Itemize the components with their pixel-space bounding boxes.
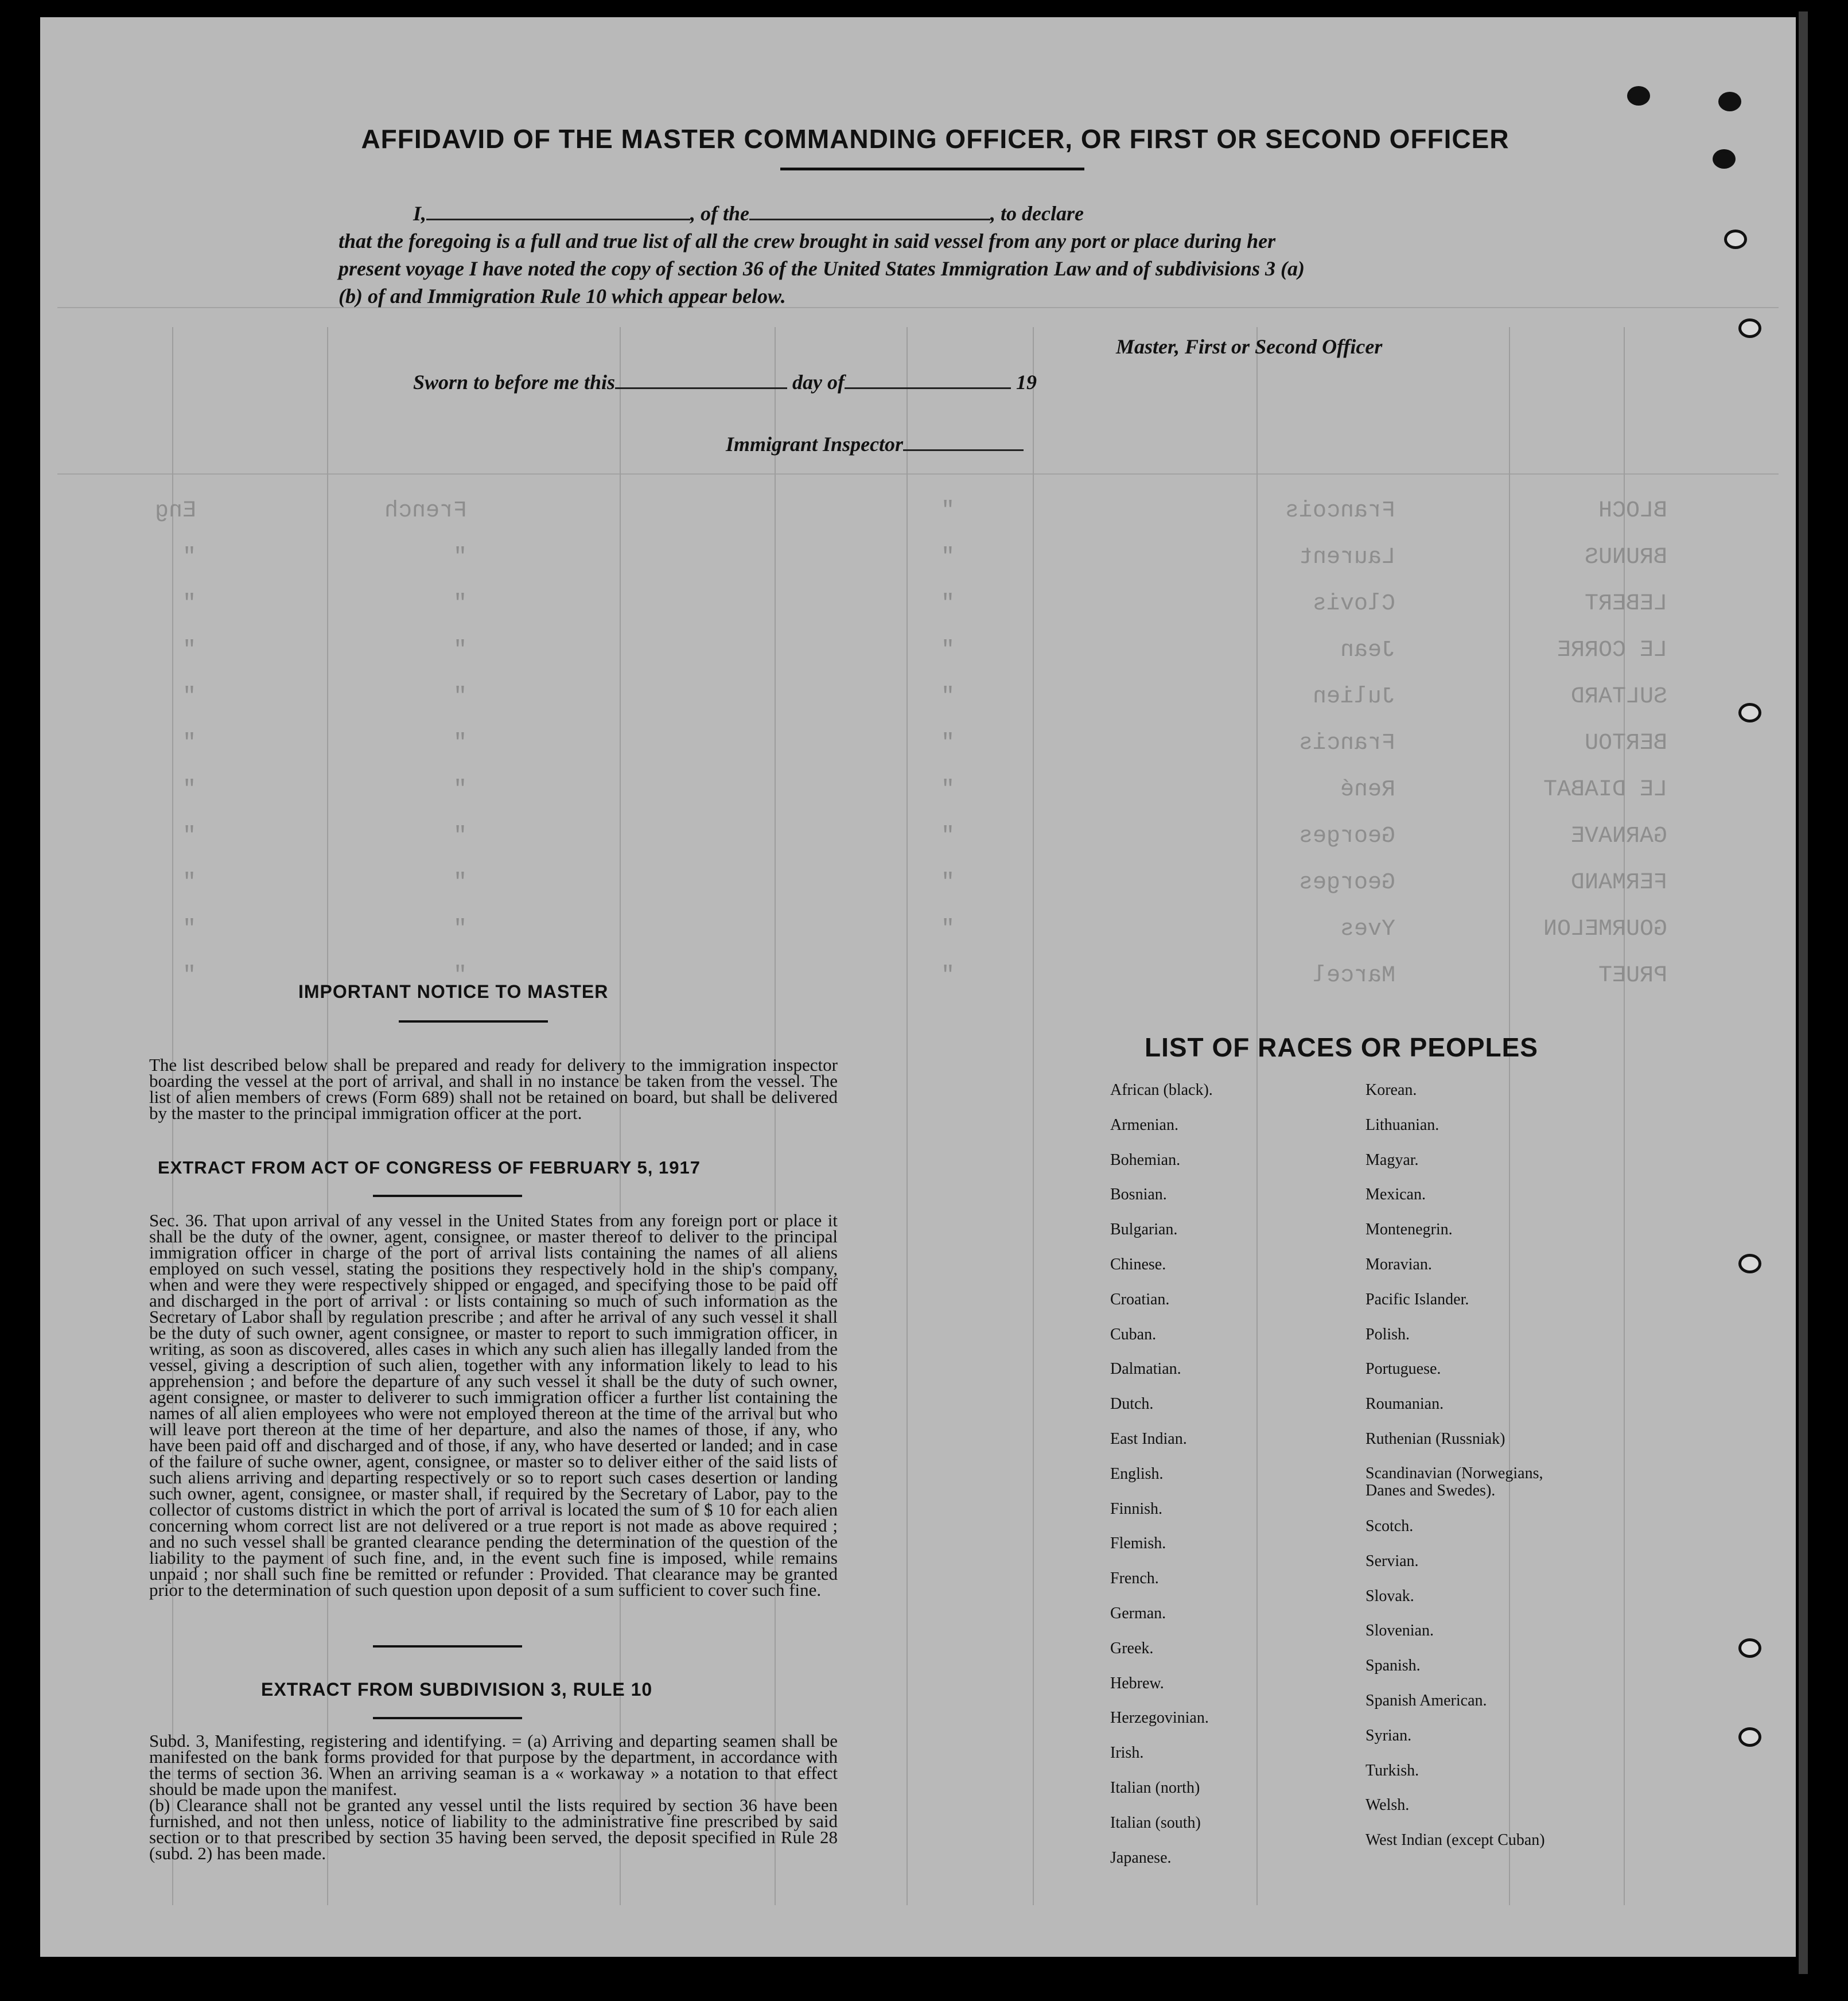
bleed-column: Francois Laurent Clovis Jean Julien Francis René Georges Georges Yves Marcel bbox=[1285, 498, 1396, 989]
notice-heading: IMPORTANT NOTICE TO MASTER bbox=[298, 981, 609, 1002]
punch-hole bbox=[1738, 1638, 1761, 1658]
race-item: Welsh. bbox=[1365, 1796, 1410, 1815]
punch-hole bbox=[1718, 92, 1741, 111]
rule-heading: EXTRACT FROM SUBDIVISION 3, RULE 10 bbox=[261, 1679, 653, 1700]
race-item: Flemish. bbox=[1110, 1534, 1166, 1553]
race-item: Irish. bbox=[1110, 1744, 1144, 1762]
sworn-line bbox=[413, 368, 1037, 396]
act-end-rule bbox=[373, 1645, 522, 1648]
race-item: Bosnian. bbox=[1110, 1186, 1167, 1204]
punch-hole bbox=[1738, 703, 1761, 722]
race-item: East Indian. bbox=[1110, 1430, 1187, 1448]
notice-underline bbox=[399, 1020, 548, 1023]
document-page bbox=[40, 17, 1796, 1957]
act-underline bbox=[373, 1195, 522, 1197]
race-item: Polish. bbox=[1365, 1325, 1410, 1343]
race-item: Herzegovinian. bbox=[1110, 1709, 1209, 1727]
punch-hole bbox=[1724, 230, 1747, 249]
race-item: Hebrew. bbox=[1110, 1674, 1164, 1692]
race-item: Slovak. bbox=[1365, 1587, 1414, 1605]
punch-hole bbox=[1738, 1727, 1761, 1747]
race-item: Spanish. bbox=[1365, 1657, 1421, 1675]
vessel-blank bbox=[749, 219, 990, 220]
inspector-label: Immigrant Inspector bbox=[726, 433, 904, 456]
name-blank bbox=[426, 219, 690, 220]
act-heading: EXTRACT FROM ACT OF CONGRESS OF FEBRUARY 5, 1917 bbox=[158, 1157, 701, 1178]
race-item: African (black). bbox=[1110, 1081, 1213, 1099]
race-item: Greek. bbox=[1110, 1639, 1154, 1657]
bleed-line bbox=[907, 327, 908, 1905]
bleed-line bbox=[1256, 327, 1258, 1905]
race-item: Lithuanian. bbox=[1365, 1116, 1440, 1134]
race-item: Italian (south) bbox=[1110, 1813, 1201, 1832]
race-item: Dutch. bbox=[1110, 1395, 1154, 1413]
page-edge bbox=[1799, 11, 1808, 1974]
bleed-column: BLOCH BRUNUS LEBERT LE CORRE SULTARD BERTOU LE DIABAT GARNAVE FERMAND GOURMELON PRUET bbox=[1543, 498, 1668, 989]
race-item: Armenian. bbox=[1110, 1116, 1178, 1134]
affidavit-line-1 bbox=[413, 200, 1084, 227]
race-item: Ruthenian (Russniak) bbox=[1365, 1430, 1505, 1448]
affidavit-line-1a: I, bbox=[413, 202, 427, 225]
bleed-line bbox=[1033, 327, 1034, 1905]
rule-text-b: (b) Clearance shall not be granted any vessel until the lists required by section 36 have been furnished, and not then unless, notice of liability to the administrative fine prescribed by said section or to that prescribed by section 35 having been served, the deposit specified in Rule 28 (subd. 2) has been made. bbox=[149, 1795, 838, 1863]
bleed-column: French " " " " " " " " " " bbox=[384, 498, 468, 989]
race-item: Korean. bbox=[1365, 1081, 1417, 1099]
month-blank bbox=[845, 387, 1011, 389]
notice-text: The list described below shall be prepared and ready for delivery to the immigration inspector boarding the vessel at the port of arrival, and shall in no instance be taken from the vessel. The list of alien members of crews (Form 689) shall not be retained on board, but shall be delivered by the master to the principal immigration officer at the port. bbox=[149, 1055, 838, 1123]
signature-label: Master, First or Second Officer bbox=[1116, 335, 1383, 358]
race-item: Roumanian. bbox=[1365, 1395, 1444, 1413]
race-item: Servian. bbox=[1365, 1552, 1419, 1570]
race-item: Mexican. bbox=[1365, 1186, 1426, 1204]
bleed-line bbox=[57, 307, 1779, 308]
race-item: Chinese. bbox=[1110, 1256, 1166, 1273]
day-of-text: day of bbox=[792, 371, 845, 394]
race-item: Japanese. bbox=[1110, 1848, 1172, 1867]
inspector-line bbox=[726, 430, 1024, 458]
race-item: West Indian (except Cuban) bbox=[1365, 1831, 1545, 1850]
punch-hole bbox=[1713, 149, 1736, 169]
race-item: French. bbox=[1110, 1569, 1159, 1588]
race-item: Croatian. bbox=[1110, 1290, 1170, 1308]
title-underline bbox=[780, 168, 1084, 170]
race-item: Spanish American. bbox=[1365, 1692, 1487, 1709]
affidavit-line-1c: , to declare bbox=[990, 202, 1084, 225]
race-item: German. bbox=[1110, 1604, 1166, 1622]
punch-hole bbox=[1627, 86, 1650, 106]
affidavit-line-2: that the foregoing is a full and true list of all the crew brought in said vessel from any port or place during her bbox=[339, 230, 1276, 252]
year-prefix: 19 bbox=[1016, 371, 1037, 394]
inspector-blank bbox=[903, 449, 1024, 451]
bleed-column: " " " " " " " " " " " bbox=[941, 498, 955, 989]
race-item: Bohemian. bbox=[1110, 1151, 1181, 1169]
affidavit-line-1b: , of the bbox=[690, 202, 750, 225]
race-item: Scotch. bbox=[1365, 1517, 1414, 1535]
race-item: Dalmatian. bbox=[1110, 1360, 1181, 1378]
race-item: Moravian. bbox=[1365, 1256, 1432, 1273]
race-item: Turkish. bbox=[1365, 1761, 1419, 1779]
race-item: English. bbox=[1110, 1464, 1164, 1483]
punch-hole bbox=[1738, 1254, 1761, 1273]
affidavit-line-4: (b) of and Immigration Rule 10 which appear below. bbox=[339, 285, 786, 308]
race-item: Finnish. bbox=[1110, 1499, 1163, 1518]
race-item: Cuban. bbox=[1110, 1325, 1157, 1343]
affidavit-title: AFFIDAVID OF THE MASTER COMMANDING OFFICER, OR FIRST OR SECOND OFFICER bbox=[361, 124, 1509, 154]
affidavit-line-3: present voyage I have noted the copy of section 36 of the United States Immigration Law and of subdivisions 3 (a) bbox=[339, 257, 1305, 280]
race-item: Slovenian. bbox=[1365, 1622, 1434, 1640]
act-text: Sec. 36. That upon arrival of any vessel in the United States from any foreign port or place it shall be the duty of the owner, agent, consignee, or master thereof to deliver to the principal immigration officer in charge of the port of arrival lists containing the names of all aliens employed on such vessel, stating the positions they respectively hold in the ship's company, when and were they were respectively shipped or engaged, and specifying those to be paid off and discharged in the port of arrival : or lists containing so much of such information as the Secretary of Labor shall by regulation prescribe ; and after he arrival of any such vessel it shall be the duty of such owner, agent consignee, or master to report to such immigration officer, in writing, as soon as discovered, alles cases in which any such alien has illegally landed from the vessel, giving a description of such alien, together with any information likely to lead to his apprehension ; and before the departure of any such vessel it shall be the duty of such owner, agent consignee, or master to deliverer to such immigration officer a further list containing the names of all alien employees who were not employed thereon at the time of the arrival but who will leave port thereon at the time of her departure, and also the names of those, if any, who have been paid off and discharged and of those, if any, who have deserted or landed; and in case of the failure of suche owner, agent, consignee, or master so to deliver either of the said lists of such aliens arriving and departing respectively or so to report such cases desertion or landing such owner, agent, consignee, or master shall, if required by the Secretary of Labor, pay to the collector of customs district in which the port of arrival is located the sum of $ 10 for each alien concerning whom correct list are not delivered or a true report is not made as above required ; and no such vessel shall be granted clearance pending the determination of the question of the liability to the payment of such fine, and, in the event such fine is imposed, while remains unpaid ; nor shall such fine be remitted or refunder : Provided. That clearance may be granted prior to the determination of such question upon deposit of a sum sufficient to cover such fine. bbox=[149, 1210, 838, 1600]
sworn-text: Sworn to before me this bbox=[413, 371, 616, 394]
day-blank bbox=[615, 387, 787, 389]
race-item: Bulgarian. bbox=[1110, 1221, 1178, 1239]
bleed-line bbox=[1509, 327, 1510, 1905]
race-item: Portuguese. bbox=[1365, 1360, 1441, 1378]
bleed-line bbox=[57, 473, 1779, 475]
punch-hole bbox=[1738, 318, 1761, 338]
race-item: Pacific Islander. bbox=[1365, 1290, 1469, 1308]
race-item: Magyar. bbox=[1365, 1151, 1419, 1169]
race-item: Italian (north) bbox=[1110, 1779, 1200, 1797]
races-heading: LIST OF RACES OR PEOPLES bbox=[1145, 1032, 1538, 1062]
bleed-column: Eng " " " " " " " " " " bbox=[155, 498, 197, 989]
rule-text-a: Subd. 3, Manifesting, registering and identifying. = (a) Arriving and departing seamen shall be manifested on the bank forms provided for that purpose by the department, in accordance with the terms of section 36. When an arriving seaman is a « workaway » a notation to that effect should be made upon the manifest. bbox=[149, 1731, 838, 1799]
rule-underline bbox=[373, 1717, 522, 1719]
race-item: Scandinavian (Norwegians, Danes and Swedes). bbox=[1365, 1464, 1543, 1499]
race-item: Syrian. bbox=[1365, 1726, 1412, 1744]
race-item: Montenegrin. bbox=[1365, 1221, 1453, 1239]
